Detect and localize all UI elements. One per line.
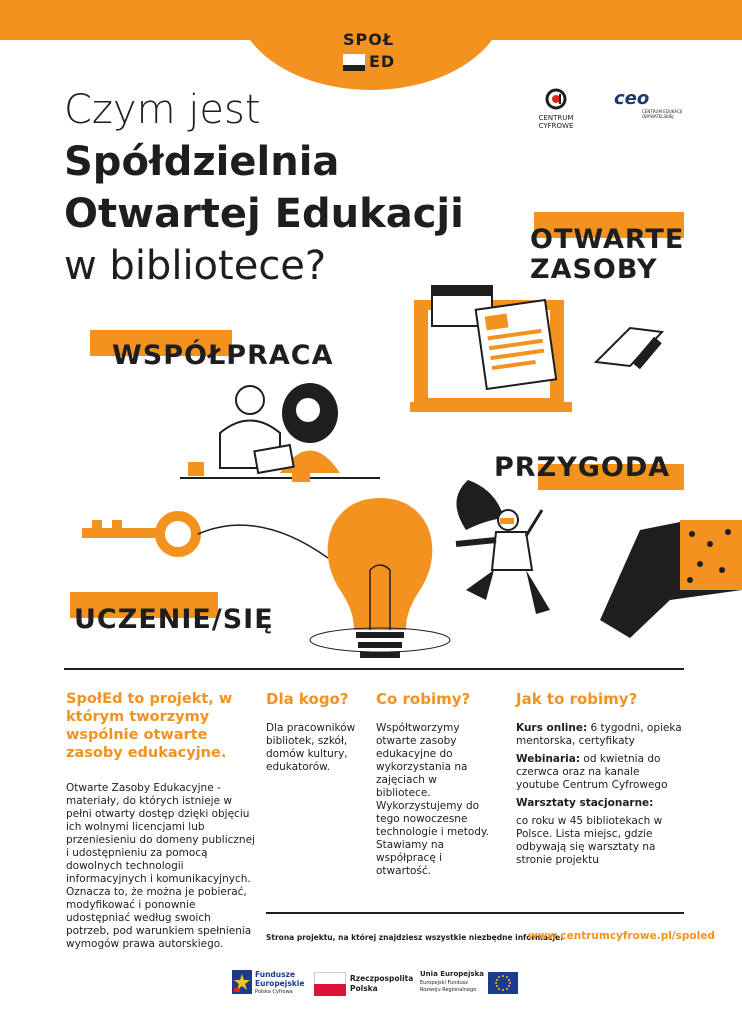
lightbulb-illustration	[300, 490, 460, 672]
people-illustration	[180, 378, 380, 488]
logo-line2: ED	[369, 52, 396, 71]
centrum-cyfrowe-icon	[545, 88, 567, 110]
ue-line3: Rozwoju Regionalnego	[420, 987, 477, 993]
main-title	[64, 84, 464, 292]
fe-line2: Europejskie	[255, 979, 305, 988]
webinaria-text: od kwietnia do czerwca oraz na kanale youtube Centrum Cyfrowego	[516, 753, 668, 791]
warsztaty-label: Warsztaty stacjonarne:	[516, 797, 654, 809]
label-uczenie: UCZENIE/SIĘ	[74, 604, 274, 635]
footer-divider	[266, 912, 684, 914]
ceo-line1: CENTRUM EDUKACJI	[642, 109, 683, 114]
title-line4: w bibliotece?	[64, 243, 327, 289]
dla-kogo-body: Dla pracowników bibliotek, szkół, domów kultury, edukatorów.	[266, 722, 356, 773]
fundusze-europejskie-logo	[232, 970, 312, 1000]
logo-white-block	[343, 54, 365, 65]
footer-info: Strona projektu, na której znajdziesz wszystkie niezbędne informacje:	[266, 933, 564, 942]
logo-line1: SPOŁ	[343, 30, 395, 49]
pencil-illustration	[590, 322, 670, 372]
running-girl-illustration	[446, 470, 576, 620]
ue-line1: Unia Europejska	[420, 970, 484, 978]
rzeczpospolita-logo	[314, 972, 414, 1000]
label-przygoda: PRZYGODA	[494, 452, 671, 483]
title-line2: Spółdzielnia	[64, 139, 340, 185]
centrum-cyfrowe-line2: CYFROWE	[538, 122, 574, 130]
webinaria-label: Webinaria:	[516, 753, 581, 765]
jak-to-robimy-heading: Jak to robimy?	[516, 690, 638, 708]
warsztaty-text: co roku w 45 bibliotekach w Polsce. Lista miejsc, gdzie odbywają się warsztaty na stronie projektu	[516, 815, 663, 866]
ceo-name: ceo	[614, 88, 650, 109]
centrum-cyfrowe-line1: CENTRUM	[538, 114, 574, 122]
dla-kogo-heading: Dla kogo?	[266, 690, 349, 708]
kurs-text: 6 tygodni, opieka mentorska, certyfikaty	[516, 722, 682, 747]
rp-line1: Rzeczpospolita	[350, 974, 414, 983]
footer-url[interactable]: www.centrumcyfrowe.pl/spoled	[528, 930, 715, 942]
fe-star-icon	[232, 970, 252, 994]
kurs-item	[516, 722, 684, 748]
co-robimy-heading: Co robimy?	[376, 690, 471, 708]
label-zasoby: ZASOBY	[530, 254, 658, 285]
fe-line1: Fundusze	[255, 970, 296, 979]
spoled-logo	[341, 30, 401, 76]
leg-illustration	[600, 520, 742, 640]
intro-body: Otwarte Zasoby Edukacyjne - materiały, do których istnieje w pełni otwarty dostęp dzięki objęciu ich wolnymi licencjami lub przeniesieniu do domeny publicznej i udostępnieniu za pomocą dowolnych technologii informacyjnych i komunikacyjnych. Oznacza to, że można je pobierać, modyfikować i ponownie udostępniać według swoich potrzeb, pod warunkiem spełnienia wymogów prawa autorskiego.	[66, 782, 255, 950]
rp-line2: Polska	[350, 984, 378, 993]
label-wspolpraca: WSPÓŁPRACA	[112, 340, 334, 371]
co-robimy-body: Współtworzymy otwarte zasoby edukacyjne do wykorzystania na zajęciach w bibliotece. Wykorzystujemy do tego nowoczesne technologie i metody. Stawiamy na współpracę i otwartość.	[376, 722, 490, 877]
ue-line2: Europejski Fundusz	[420, 980, 468, 986]
pl-flag-red	[314, 984, 346, 996]
key-illustration	[78, 508, 338, 578]
kurs-label: Kurs online:	[516, 722, 588, 734]
jak-to-robimy-body	[516, 722, 684, 867]
intro-heading: SpołEd to projekt, w którym tworzymy wspólnie otwarte zasoby edukacyjne.	[66, 691, 233, 761]
title-line1: Czym jest	[64, 87, 261, 133]
laptop-illustration	[410, 282, 580, 422]
label-otwarte: OTWARTE	[530, 224, 685, 255]
logo-black-block	[343, 65, 365, 71]
unia-europejska-logo	[420, 970, 520, 1000]
webinaria-item	[516, 753, 684, 792]
ceo-line2: OBYWATELSKIEJ	[642, 114, 674, 119]
section-divider	[64, 668, 684, 670]
eu-flag-icon	[488, 972, 518, 994]
ceo-logo	[614, 90, 694, 119]
centrum-cyfrowe-logo	[534, 88, 578, 130]
title-line3: Otwartej Edukacji	[64, 191, 464, 237]
fe-line3: Polska Cyfrowa	[255, 989, 293, 995]
